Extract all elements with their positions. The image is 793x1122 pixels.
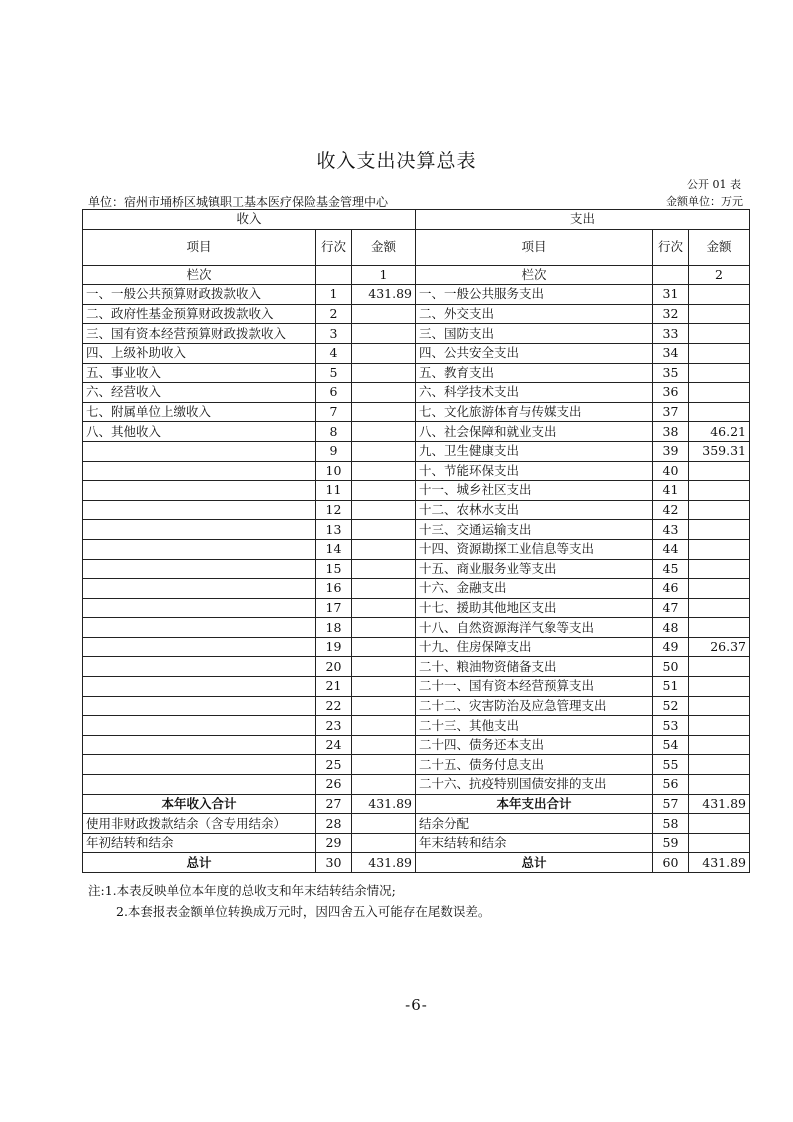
- expense-item-cell: 三、国防支出: [416, 324, 653, 344]
- expense-line-cell: 44: [653, 539, 689, 559]
- income-line-cell: 24: [316, 735, 352, 755]
- expense-amount-cell: [689, 755, 750, 775]
- table-row: [83, 579, 750, 599]
- expense-amount-cell: [689, 383, 750, 403]
- table-row: [83, 735, 750, 755]
- income-item-cell: [83, 461, 316, 481]
- expense-item-cell: 二十五、债务付息支出: [416, 755, 653, 775]
- expense-item-cell: 年末结转和结余: [416, 833, 653, 853]
- form-number: 公开 01 表: [687, 178, 741, 191]
- expense-amount-cell: [689, 500, 750, 520]
- income-line-cell: 22: [316, 696, 352, 716]
- income-item-cell: [83, 716, 316, 736]
- income-line-cell: 4: [316, 343, 352, 363]
- income-amount-header: 金额: [352, 229, 416, 265]
- income-amount-cell: [352, 402, 416, 422]
- income-amount-cell: [352, 696, 416, 716]
- expense-line-cell: 31: [653, 285, 689, 305]
- income-amount-cell: [352, 539, 416, 559]
- income-item-cell: 年初结转和结余: [83, 833, 316, 853]
- expense-line-header: 行次: [653, 229, 689, 265]
- expense-line-index: [653, 265, 689, 285]
- income-item-cell: [83, 441, 316, 461]
- expense-amount-cell: [689, 833, 750, 853]
- expense-amount-cell: [689, 343, 750, 363]
- expense-item-cell: 二十三、其他支出: [416, 716, 653, 736]
- table-row: [83, 324, 750, 344]
- expense-amount-cell: [689, 677, 750, 697]
- expense-item-cell: 二、外交支出: [416, 304, 653, 324]
- income-amount-cell: [352, 520, 416, 540]
- income-item-cell: [83, 696, 316, 716]
- income-amount-cell: [352, 383, 416, 403]
- note-2: 2.本套报表金额单位转换成万元时，因四舍五入可能存在尾数误差。: [116, 904, 491, 919]
- expense-item-cell: 一、一般公共服务支出: [416, 285, 653, 305]
- income-line-cell: 16: [316, 579, 352, 599]
- income-line-cell: 30: [316, 853, 352, 873]
- expense-item-cell: 结余分配: [416, 814, 653, 834]
- income-amount-cell: [352, 735, 416, 755]
- expense-item-cell: 七、文化旅游体育与传媒支出: [416, 402, 653, 422]
- income-line-cell: 11: [316, 481, 352, 501]
- income-item-cell: [83, 559, 316, 579]
- income-amount-cell: [352, 814, 416, 834]
- expense-line-cell: 34: [653, 343, 689, 363]
- table-row: [83, 422, 750, 442]
- expense-col-label: 栏次: [416, 265, 653, 285]
- expense-line-cell: 32: [653, 304, 689, 324]
- income-line-cell: 3: [316, 324, 352, 344]
- income-section-header: 收入: [83, 210, 416, 230]
- expense-line-cell: 47: [653, 598, 689, 618]
- notes: [88, 880, 490, 922]
- expense-item-cell: 十三、交通运输支出: [416, 520, 653, 540]
- income-line-cell: 14: [316, 539, 352, 559]
- income-line-index: [316, 265, 352, 285]
- income-item-cell: [83, 637, 316, 657]
- income-expense-table: [82, 209, 750, 873]
- expense-item-cell: 十七、援助其他地区支出: [416, 598, 653, 618]
- income-amount-cell: [352, 441, 416, 461]
- income-amount-cell: [352, 461, 416, 481]
- expense-item-cell: 十、节能环保支出: [416, 461, 653, 481]
- expense-line-cell: 36: [653, 383, 689, 403]
- income-line-cell: 1: [316, 285, 352, 305]
- income-amount-cell: [352, 481, 416, 501]
- expense-amount-cell: [689, 735, 750, 755]
- income-amount-cell: [352, 579, 416, 599]
- table-row: [83, 481, 750, 501]
- section-header-row: [83, 210, 750, 230]
- income-amount-cell: 431.89: [352, 853, 416, 873]
- income-item-cell: 四、上级补助收入: [83, 343, 316, 363]
- income-amount-cell: [352, 304, 416, 324]
- expense-amount-cell: 26.37: [689, 637, 750, 657]
- income-item-cell: 六、经营收入: [83, 383, 316, 403]
- table-row: [83, 618, 750, 638]
- table-row: [83, 402, 750, 422]
- expense-line-cell: 54: [653, 735, 689, 755]
- income-item-cell: [83, 775, 316, 795]
- income-amount-cell: [352, 637, 416, 657]
- expense-line-cell: 50: [653, 657, 689, 677]
- income-col-index: 1: [352, 265, 416, 285]
- income-item-cell: [83, 735, 316, 755]
- expense-item-cell: 本年支出合计: [416, 794, 653, 814]
- income-item-cell: 五、事业收入: [83, 363, 316, 383]
- income-item-cell: [83, 481, 316, 501]
- income-line-cell: 25: [316, 755, 352, 775]
- expense-line-cell: 53: [653, 716, 689, 736]
- expense-item-cell: 十六、金融支出: [416, 579, 653, 599]
- expense-line-cell: 33: [653, 324, 689, 344]
- income-amount-cell: [352, 755, 416, 775]
- expense-amount-cell: [689, 579, 750, 599]
- column-index-row: [83, 265, 750, 285]
- table-row: [83, 343, 750, 363]
- income-item-cell: [83, 579, 316, 599]
- table-row: [83, 833, 750, 853]
- expense-amount-cell: 46.21: [689, 422, 750, 442]
- income-item-header: 项目: [83, 229, 316, 265]
- reporting-unit: 单位：宿州市埇桥区城镇职工基本医疗保险基金管理中心: [88, 195, 389, 209]
- income-amount-cell: [352, 657, 416, 677]
- expense-col-index: 2: [689, 265, 750, 285]
- table-row: [83, 677, 750, 697]
- expense-amount-header: 金额: [689, 229, 750, 265]
- expense-line-cell: 41: [653, 481, 689, 501]
- expense-amount-cell: 431.89: [689, 794, 750, 814]
- expense-amount-cell: [689, 285, 750, 305]
- expense-line-cell: 52: [653, 696, 689, 716]
- income-line-cell: 7: [316, 402, 352, 422]
- table-row: [83, 637, 750, 657]
- expense-amount-cell: [689, 520, 750, 540]
- expense-amount-cell: [689, 559, 750, 579]
- table-row: [83, 441, 750, 461]
- expense-line-cell: 51: [653, 677, 689, 697]
- income-line-cell: 6: [316, 383, 352, 403]
- income-item-cell: [83, 500, 316, 520]
- expense-amount-cell: [689, 657, 750, 677]
- income-line-cell: 21: [316, 677, 352, 697]
- income-item-cell: 本年收入合计: [83, 794, 316, 814]
- expense-amount-cell: [689, 481, 750, 501]
- income-item-cell: 七、附属单位上缴收入: [83, 402, 316, 422]
- income-amount-cell: [352, 598, 416, 618]
- income-line-cell: 9: [316, 441, 352, 461]
- income-item-cell: 八、其他收入: [83, 422, 316, 442]
- expense-line-cell: 48: [653, 618, 689, 638]
- income-line-cell: 19: [316, 637, 352, 657]
- expense-item-cell: 四、公共安全支出: [416, 343, 653, 363]
- expense-item-cell: 二十二、灾害防治及应急管理支出: [416, 696, 653, 716]
- expense-line-cell: 37: [653, 402, 689, 422]
- income-item-cell: 三、国有资本经营预算财政拨款收入: [83, 324, 316, 344]
- income-line-cell: 29: [316, 833, 352, 853]
- table-row: [83, 461, 750, 481]
- expense-item-cell: 总计: [416, 853, 653, 873]
- income-line-cell: 2: [316, 304, 352, 324]
- income-item-cell: [83, 657, 316, 677]
- expense-amount-cell: [689, 716, 750, 736]
- income-item-cell: 使用非财政拨款结余（含专用结余）: [83, 814, 316, 834]
- table-row: [83, 794, 750, 814]
- income-amount-cell: [352, 324, 416, 344]
- expense-item-cell: 九、卫生健康支出: [416, 441, 653, 461]
- expense-amount-cell: [689, 618, 750, 638]
- expense-amount-cell: [689, 324, 750, 344]
- table-row: [83, 363, 750, 383]
- income-line-cell: 27: [316, 794, 352, 814]
- income-item-cell: [83, 539, 316, 559]
- expense-item-cell: 二十六、抗疫特别国债安排的支出: [416, 775, 653, 795]
- expense-amount-cell: [689, 461, 750, 481]
- income-amount-cell: 431.89: [352, 285, 416, 305]
- income-line-cell: 8: [316, 422, 352, 442]
- expense-line-cell: 39: [653, 441, 689, 461]
- expense-line-cell: 40: [653, 461, 689, 481]
- table-row: [83, 696, 750, 716]
- expense-amount-cell: 431.89: [689, 853, 750, 873]
- income-amount-cell: [352, 833, 416, 853]
- expense-line-cell: 45: [653, 559, 689, 579]
- note-1: 注:1.本表反映单位本年度的总收支和年末结转结余情况;: [88, 883, 396, 898]
- income-amount-cell: [352, 618, 416, 638]
- expense-item-cell: 十五、商业服务业等支出: [416, 559, 653, 579]
- income-item-cell: 二、政府性基金预算财政拨款收入: [83, 304, 316, 324]
- expense-line-cell: 43: [653, 520, 689, 540]
- column-header-row: [83, 229, 750, 265]
- money-unit: 金额单位：万元: [666, 195, 743, 208]
- expense-item-cell: 二十四、债务还本支出: [416, 735, 653, 755]
- expense-line-cell: 42: [653, 500, 689, 520]
- expense-amount-cell: 359.31: [689, 441, 750, 461]
- income-item-cell: 总计: [83, 853, 316, 873]
- income-line-header: 行次: [316, 229, 352, 265]
- expense-item-cell: 十九、住房保障支出: [416, 637, 653, 657]
- expense-amount-cell: [689, 304, 750, 324]
- expense-amount-cell: [689, 363, 750, 383]
- table-row: [83, 814, 750, 834]
- income-line-cell: 15: [316, 559, 352, 579]
- income-line-cell: 13: [316, 520, 352, 540]
- expense-amount-cell: [689, 402, 750, 422]
- expense-line-cell: 59: [653, 833, 689, 853]
- income-amount-cell: [352, 677, 416, 697]
- table-row: [83, 285, 750, 305]
- expense-amount-cell: [689, 539, 750, 559]
- income-line-cell: 28: [316, 814, 352, 834]
- expense-item-cell: 十四、资源勘探工业信息等支出: [416, 539, 653, 559]
- document-title: 收入支出决算总表: [316, 150, 477, 172]
- expense-amount-cell: [689, 696, 750, 716]
- expense-line-cell: 56: [653, 775, 689, 795]
- expense-line-cell: 55: [653, 755, 689, 775]
- income-item-cell: 一、一般公共预算财政拨款收入: [83, 285, 316, 305]
- income-amount-cell: [352, 559, 416, 579]
- expense-line-cell: 57: [653, 794, 689, 814]
- income-item-cell: [83, 755, 316, 775]
- expense-item-cell: 六、科学技术支出: [416, 383, 653, 403]
- income-item-cell: [83, 618, 316, 638]
- expense-item-header: 项目: [416, 229, 653, 265]
- table-row: [83, 716, 750, 736]
- income-amount-cell: [352, 422, 416, 442]
- expense-item-cell: 十八、自然资源海洋气象等支出: [416, 618, 653, 638]
- expense-line-cell: 38: [653, 422, 689, 442]
- income-item-cell: [83, 520, 316, 540]
- table-row: [83, 853, 750, 873]
- expense-line-cell: 46: [653, 579, 689, 599]
- expense-item-cell: 十二、农林水支出: [416, 500, 653, 520]
- expense-amount-cell: [689, 598, 750, 618]
- table-row: [83, 755, 750, 775]
- table-row: [83, 775, 750, 795]
- table-row: [83, 304, 750, 324]
- expense-item-cell: 五、教育支出: [416, 363, 653, 383]
- expense-line-cell: 60: [653, 853, 689, 873]
- income-item-cell: [83, 598, 316, 618]
- expense-line-cell: 49: [653, 637, 689, 657]
- expense-item-cell: 二十一、国有资本经营预算支出: [416, 677, 653, 697]
- income-line-cell: 26: [316, 775, 352, 795]
- table-row: [83, 657, 750, 677]
- income-amount-cell: [352, 343, 416, 363]
- expense-amount-cell: [689, 814, 750, 834]
- expense-item-cell: 十一、城乡社区支出: [416, 481, 653, 501]
- expense-amount-cell: [689, 775, 750, 795]
- income-amount-cell: [352, 775, 416, 795]
- table-row: [83, 559, 750, 579]
- income-amount-cell: [352, 363, 416, 383]
- table-row: [83, 500, 750, 520]
- table-row: [83, 539, 750, 559]
- income-line-cell: 10: [316, 461, 352, 481]
- table-row: [83, 598, 750, 618]
- income-col-label: 栏次: [83, 265, 316, 285]
- expense-item-cell: 二十、粮油物资储备支出: [416, 657, 653, 677]
- table-row: [83, 520, 750, 540]
- page-number: -6-: [405, 996, 428, 1014]
- income-line-cell: 12: [316, 500, 352, 520]
- income-line-cell: 23: [316, 716, 352, 736]
- income-item-cell: [83, 677, 316, 697]
- income-line-cell: 5: [316, 363, 352, 383]
- expense-section-header: 支出: [416, 210, 750, 230]
- income-amount-cell: [352, 500, 416, 520]
- expense-line-cell: 58: [653, 814, 689, 834]
- income-amount-cell: 431.89: [352, 794, 416, 814]
- income-line-cell: 17: [316, 598, 352, 618]
- income-line-cell: 18: [316, 618, 352, 638]
- table-row: [83, 383, 750, 403]
- expense-item-cell: 八、社会保障和就业支出: [416, 422, 653, 442]
- expense-line-cell: 35: [653, 363, 689, 383]
- income-amount-cell: [352, 716, 416, 736]
- income-line-cell: 20: [316, 657, 352, 677]
